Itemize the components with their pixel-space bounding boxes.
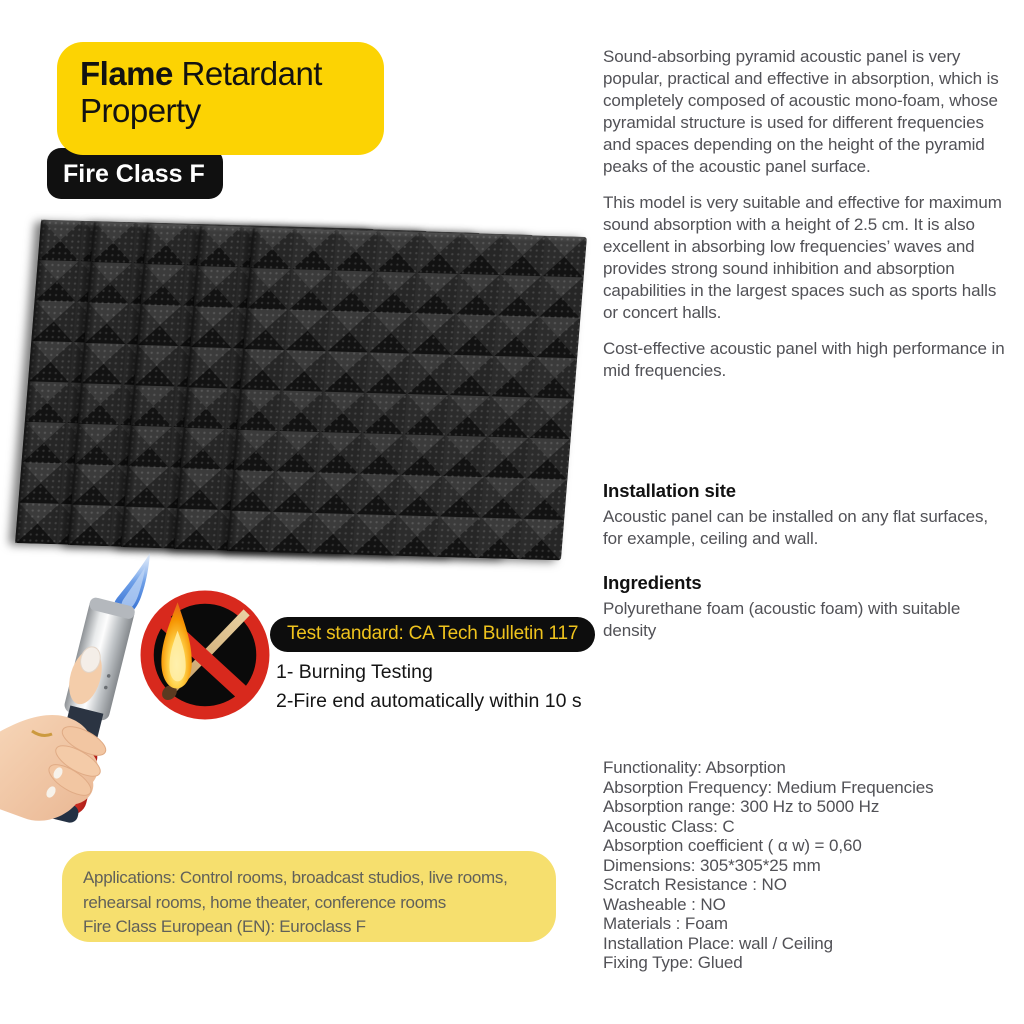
spec-absorption-coefficient: Absorption coefficient ( α w) = 0,60: [603, 836, 862, 855]
applications-line-2: rehearsal rooms, home theater, conference rooms: [83, 892, 446, 912]
description-paragraph-2: This model is very suitable and effective for maximum sound absorption with a height of 2.5 cm. It is also excellent in absorbing low frequencies’ waves and provides strong sound inhibition and absorption capabilities in the largest spaces such as sports halls or concert halls.: [603, 193, 1002, 322]
title-word-retardant: Retardant: [172, 55, 322, 92]
test-step-2: 2-Fire end automatically within 10 s: [276, 690, 582, 712]
installation-site-body: Acoustic panel can be installed on any flat surfaces, for example, ceiling and wall.: [603, 507, 988, 548]
test-standard-badge: Test standard: CA Tech Bulletin 117: [270, 617, 595, 652]
spec-scratch-resistance: Scratch Resistance : NO: [603, 875, 787, 894]
spec-absorption-range: Absorption range: 300 Hz to 5000 Hz: [603, 797, 880, 816]
ingredients-heading: Ingredients: [603, 572, 702, 593]
applications-box: [62, 851, 556, 942]
test-steps: [276, 658, 582, 716]
description-paragraph-1: Sound-absorbing pyramid acoustic panel is very popular, practical and effective in absorption, which is completely composed of acoustic mono-foam, whose pyramidal structure is used for different frequencies and spaces depending on the height of the pyramid peaks of the acoustic panel surface.: [603, 47, 999, 176]
info-sections: [603, 479, 1005, 663]
title-word-flame: Flame: [80, 55, 173, 92]
page-title-line1: [80, 55, 384, 92]
spec-installation-place: Installation Place: wall / Ceiling: [603, 933, 833, 953]
spec-washeable: Washeable : NO: [603, 894, 726, 914]
description-column: [603, 46, 1005, 396]
spec-absorption-frequency: Absorption Frequency: Medium Frequencies: [603, 777, 934, 797]
specifications-list: [603, 758, 1013, 973]
description-paragraph-3: Cost-effective acoustic panel with high performance in mid frequencies.: [603, 339, 1005, 380]
test-step-1: 1- Burning Testing: [276, 661, 433, 683]
spec-materials: Materials : Foam: [603, 914, 728, 933]
applications-line-1: Applications: Control rooms, broadcast studios, live rooms,: [83, 868, 508, 887]
ingredients-body: Polyurethane foam (acoustic foam) with suitable density: [603, 599, 961, 640]
foam-panel: [227, 228, 587, 561]
acoustic-foam-panels-image: [28, 224, 584, 572]
applications-line-3: Fire Class European (EN): Euroclass F: [83, 917, 366, 936]
no-fire-icon: [138, 588, 272, 722]
spec-dimensions: Dimensions: 305*305*25 mm: [603, 855, 821, 875]
page-title-line2: Property: [80, 92, 201, 129]
installation-site-heading: Installation site: [603, 480, 736, 501]
flame-retardant-badge: [57, 42, 384, 155]
fire-class-badge: Fire Class F: [47, 148, 223, 199]
spec-acoustic-class: Acoustic Class: C: [603, 816, 735, 836]
spec-functionality: Functionality: Absorption: [603, 758, 786, 777]
spec-fixing-type: Fixing Type: Glued: [603, 953, 743, 972]
